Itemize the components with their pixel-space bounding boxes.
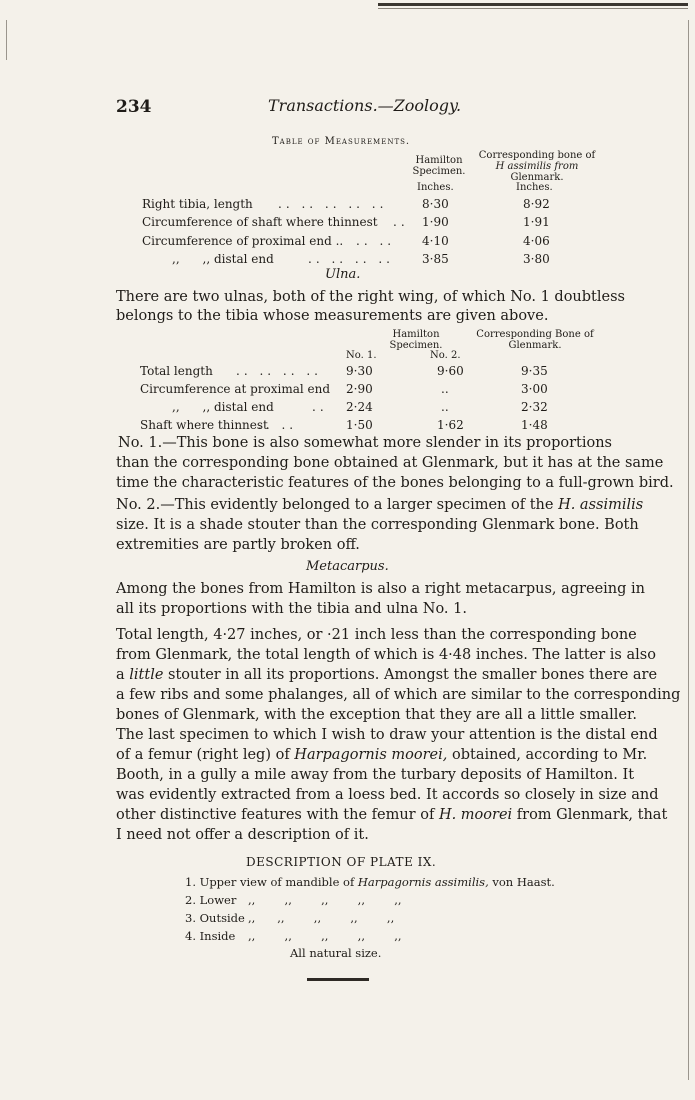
table-cell-no2: .. xyxy=(441,400,449,414)
table-cell-hamilton: 4·10 xyxy=(422,234,449,248)
table-row-label: Right tibia, length xyxy=(142,197,253,211)
table-row-label: Circumference at proximal end xyxy=(140,382,331,396)
species-name: H. assimilis xyxy=(558,497,644,513)
table-row-label: Circumference of shaft where thinnest xyxy=(142,215,378,229)
paragraph-line: Total length, 4·27 inches, or ·21 inch less than the corresponding bone xyxy=(116,627,637,643)
paragraph-line: than the corresponding bone obtained at Glenmark, but it has at the same xyxy=(116,455,664,471)
table-cell-hamilton: 1·90 xyxy=(422,215,449,229)
table-row-label: Circumference of proximal end .. xyxy=(142,234,344,248)
paragraph-line: Booth, in a gully a mile away from the turbary deposits of Hamilton. It xyxy=(116,767,635,783)
section-heading-metacarpus: Metacarpus. xyxy=(306,559,389,574)
table-row-dots: .. .. xyxy=(356,234,396,248)
table-row-label: Shaft where thinnest xyxy=(140,418,268,432)
section-heading-ulna: Ulna. xyxy=(325,267,361,282)
table-cell-glenmark: 3·00 xyxy=(521,382,548,396)
table-row-dots: .. .. .. .. xyxy=(236,364,322,378)
running-title: Transactions.—Zoology. xyxy=(268,96,462,115)
table-row-label: ,, ,, distal end xyxy=(172,400,274,414)
table-row-dots: .. .. .. .. .. xyxy=(278,197,388,211)
plate-row: 3. Outside xyxy=(185,911,245,925)
col-head-glenmark: Corresponding bone of H assimilis from Glenmark. xyxy=(478,150,596,183)
end-rule xyxy=(307,978,369,981)
table-title: Table of Measurements. xyxy=(272,136,411,147)
top-rule-thin xyxy=(378,8,688,9)
plate-row: 4. Inside xyxy=(185,929,236,943)
plate-title: DESCRIPTION OF PLATE IX. xyxy=(246,855,437,869)
paragraph-line: a little stouter in all its proportions. Amongst the smaller bones there are xyxy=(116,667,658,683)
table-cell-glenmark: 3·80 xyxy=(523,252,550,266)
unit-glenmark: Inches. xyxy=(516,182,553,193)
plate-footer: All natural size. xyxy=(290,946,382,960)
table-row-dots: .. xyxy=(312,400,328,414)
table-cell-no1: 9·30 xyxy=(346,364,373,378)
col-head-hamilton: Hamilton Specimen. xyxy=(412,155,466,177)
table-cell-glenmark: 8·92 xyxy=(523,197,550,211)
paragraph-line: a few ribs and some phalanges, all of which are similar to the corresponding xyxy=(116,687,681,703)
plate-ditto-marks: ,, ,, ,, ,, ,, xyxy=(248,929,402,943)
top-rule xyxy=(378,3,688,6)
ulna-col-head-glenmark: Corresponding Bone of Glenmark. xyxy=(476,329,594,351)
table-cell-no1: 2·24 xyxy=(346,400,373,414)
left-edge-mark xyxy=(6,20,7,60)
unit-hamilton: Inches. xyxy=(417,182,454,193)
ulna-col-head-no2: No. 2. xyxy=(430,350,461,361)
plate-row: 2. Lower xyxy=(185,893,237,907)
species-name: H. moorei xyxy=(438,807,513,823)
paragraph-line: size. It is a shade stouter than the corresponding Glenmark bone. Both xyxy=(116,517,639,533)
paragraph-line: other distinctive features with the femur of H. moorei from Glenmark, that xyxy=(116,807,668,823)
table-cell-hamilton: 8·30 xyxy=(422,197,449,211)
table-cell-no1: 1·50 xyxy=(346,418,373,432)
table-cell-glenmark: 4·06 xyxy=(523,234,550,248)
table-cell-no1: 2·90 xyxy=(346,382,373,396)
paragraph-line: I need not offer a description of it. xyxy=(116,827,369,843)
paragraph-line: bones of Glenmark, with the exception that they are all a little smaller. xyxy=(116,707,637,723)
right-edge-mark xyxy=(688,20,689,1080)
plate-ditto-marks: ,, ,, ,, ,, ,, xyxy=(248,893,402,907)
table-cell-glenmark: 2·32 xyxy=(521,400,548,414)
table-cell-hamilton: 3·85 xyxy=(422,252,449,266)
page-number: 234 xyxy=(116,97,152,117)
table-cell-glenmark: 9·35 xyxy=(521,364,548,378)
table-cell-no2: .. xyxy=(441,382,449,396)
table-cell-glenmark: 1·48 xyxy=(521,418,548,432)
table-cell-no2: 9·60 xyxy=(437,364,464,378)
species-name: Harpagornis assimilis, xyxy=(357,875,489,889)
table-cell-glenmark: 1·91 xyxy=(523,215,550,229)
paragraph-line: from Glenmark, the total length of which is 4·48 inches. The latter is also xyxy=(116,647,656,663)
table-row-label: Total length xyxy=(140,364,213,378)
paragraph-line: belongs to the tibia whose measurements are given above. xyxy=(116,308,549,324)
table-row-dots: .. .. .. .. xyxy=(308,252,394,266)
paragraph-line: No. 1.—This bone is also somewhat more slender in its proportions xyxy=(118,435,612,451)
ulna-col-head-no1: No. 1. xyxy=(346,350,377,361)
paragraph-line: Among the bones from Hamilton is also a right metacarpus, agreeing in xyxy=(116,581,645,597)
plate-row: 1. Upper view of mandible of Harpagornis assimilis, von Haast. xyxy=(185,875,555,889)
table-row-dots: .. .. xyxy=(258,418,298,432)
paragraph-line: was evidently extracted from a loess bed. It accords so closely in size and xyxy=(116,787,659,803)
paragraph-line: The last specimen to which I wish to draw your attention is the distal end xyxy=(116,727,658,743)
ulna-col-head-hamilton: Hamilton Specimen. xyxy=(389,329,443,351)
paragraph-line: time the characteristic features of the bones belonging to a full-grown bird. xyxy=(116,475,674,491)
table-row-dots: .. xyxy=(393,215,409,229)
table-cell-no2: 1·62 xyxy=(437,418,464,432)
table-row-label: ,, ,, distal end xyxy=(172,252,274,266)
paragraph-line: There are two ulnas, both of the right wing, of which No. 1 doubtless xyxy=(116,289,625,305)
paragraph-line: all its proportions with the tibia and ulna No. 1. xyxy=(116,601,467,617)
species-name: Harpagornis moorei, xyxy=(294,747,448,763)
paragraph-line: extremities are partly broken off. xyxy=(116,537,360,553)
paragraph-line: of a femur (right leg) of Harpagornis moorei, obtained, according to Mr. xyxy=(116,747,648,763)
paragraph-line: No. 2.—This evidently belonged to a larger specimen of the H. assimilis xyxy=(116,497,644,513)
plate-ditto-marks: ,, ,, ,, ,, ,, xyxy=(248,911,395,925)
